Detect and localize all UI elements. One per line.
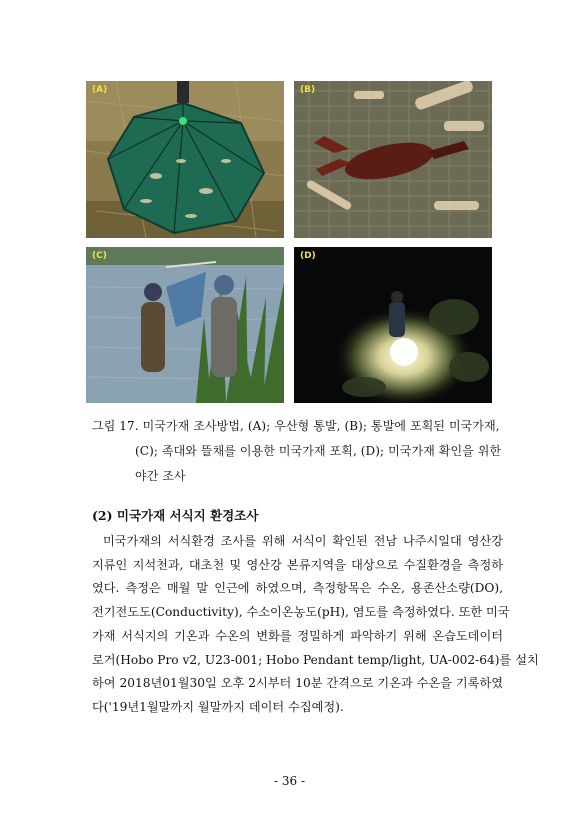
photo-label-d: (D) [300,251,316,261]
caption-line: 그림 17. 미국가재 조사방법, (A); 우산형 통발, (B); 통발에 포획된 미국가재, [92,419,500,433]
section-heading: (2) 미국가재 서식지 환경조사 [92,508,259,523]
paragraph-line: 로거(Hobo Pro v2, U23-001; Hobo Pendant temp/light, UA-002-64)를 설치 [92,652,539,667]
photo-crayfish-in-trap [294,81,492,238]
paragraph-line: 미국가재의 서식환경 조사를 위해 서식이 확인된 전남 나주시일대 영산강 [103,534,503,548]
photo-umbrella-trap [86,81,284,238]
paragraph-line: 가재 서식지의 기온과 수온의 변화를 정밀하게 파악하기 위해 온습도데이터 [92,628,503,643]
paragraph-line: 하여 2018년01월30일 오후 2시부터 10분 간격으로 기온과 수온을 기록하였 [92,676,503,691]
figure-caption [92,414,512,489]
photo-net-capture [86,247,284,403]
page-number: - 36 - [273,774,305,788]
paragraph-line: 였다. 측정은 매월 말 인근에 하였으며, 측정항목은 수온, 용존산소량(DO), [92,581,503,596]
caption-line: 야간 조사 [135,469,186,483]
caption-line: (C); 족대와 뜰채를 이용한 미국가재 포획, (D); 미국가재 확인을 위한 [135,444,502,458]
body-paragraph [92,530,539,720]
photo-label-a: (A) [92,85,108,95]
photo-label-b: (B) [300,85,316,95]
paragraph-line: 다('19년1월말까지 월말까지 데이터 수집예정). [92,699,344,714]
paragraph-line: 전기전도도(Conductivity), 수소이온농도(pH), 염도를 측정하였다. 또한 미국 [92,605,510,620]
paragraph-line: 지류인 지석천과, 대초천 및 영산강 본류지역을 대상으로 수질환경을 측정하 [92,557,503,572]
photo-label-c: (C) [92,251,107,261]
photo-night-survey [294,247,492,403]
